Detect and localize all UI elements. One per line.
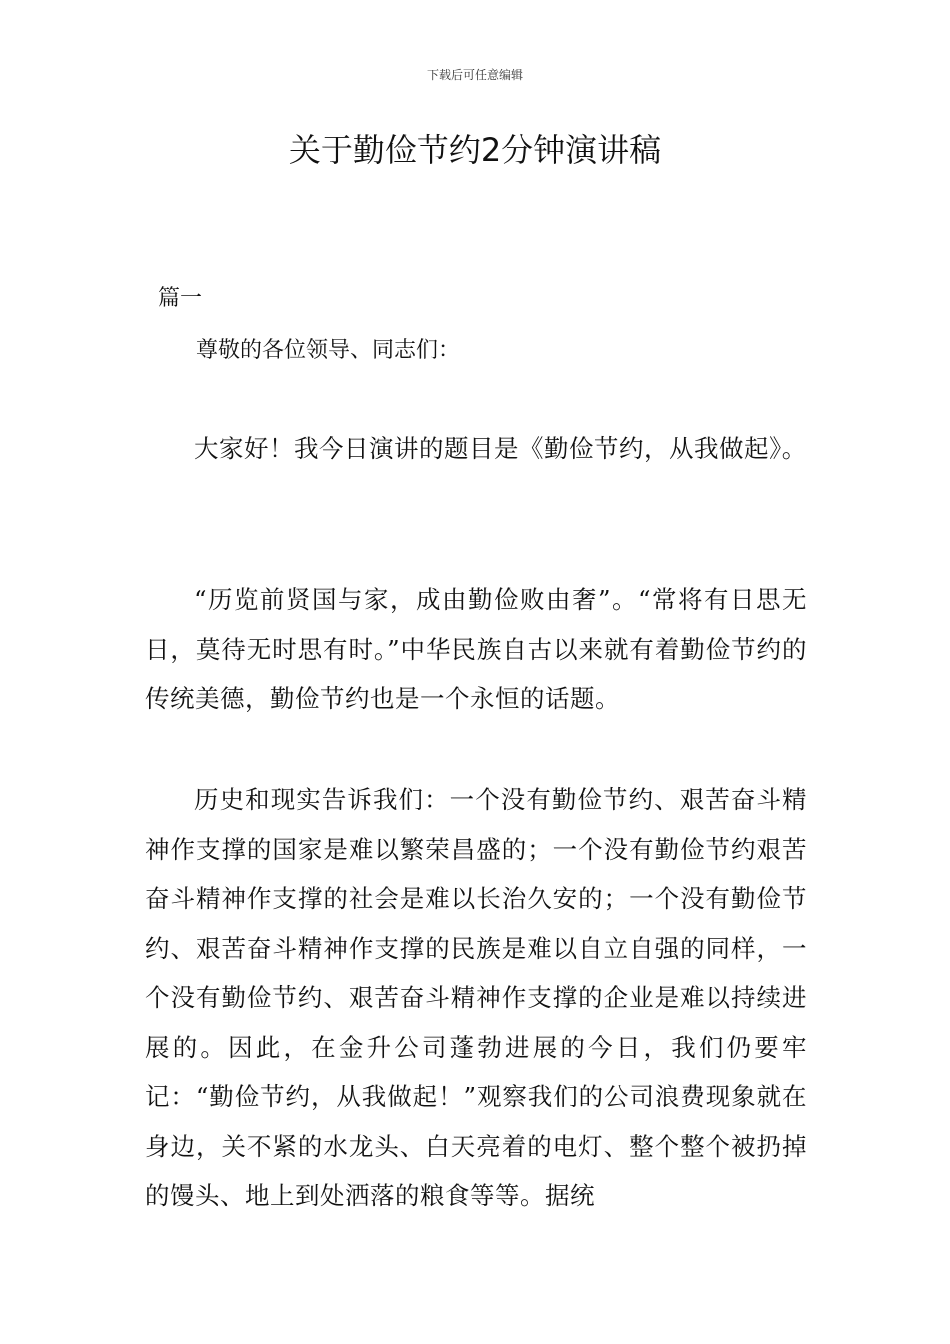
header-note: 下载后可任意编辑 [426, 68, 523, 82]
paragraph-1: 大家好！我今日演讲的题目是《勤俭节约，从我做起》。 [194, 434, 807, 463]
paragraph-2: “历览前贤国与家，成由勤俭败由奢”。“常将有日思无日，莫待无时思有时。”中华民族自古以来就有着勤俭节约的传统美德，勤俭节约也是一个永恒的话题。 [145, 585, 807, 713]
document-title: 关于勤俭节约2分钟演讲稿 [288, 131, 662, 169]
section-label: 篇一 [158, 286, 203, 311]
salutation: 尊敬的各位领导、同志们： [196, 338, 461, 363]
paragraph-3: 历史和现实告诉我们：一个没有勤俭节约、艰苦奋斗精神作支撑的国家是难以繁荣昌盛的；一个没有勤俭节约艰苦奋斗精神作支撑的社会是难以长治久安的；一个没有勤俭节约、艰苦奋斗精神作支撑的民族是难以自立自强的同样，一个没有勤俭节约、艰苦奋斗精神作支撑的企业是难以持续进展的。因此，在金升公司蓬勃进展的今日，我们仍要牢记：“勤俭节约，从我做起！”观察我们的公司浪费现象就在身边，关不紧的水龙头、白天亮着的电灯、整个整个被扔掉的馒头、地上到处洒落的粮食等等。据统 [145, 785, 807, 1210]
